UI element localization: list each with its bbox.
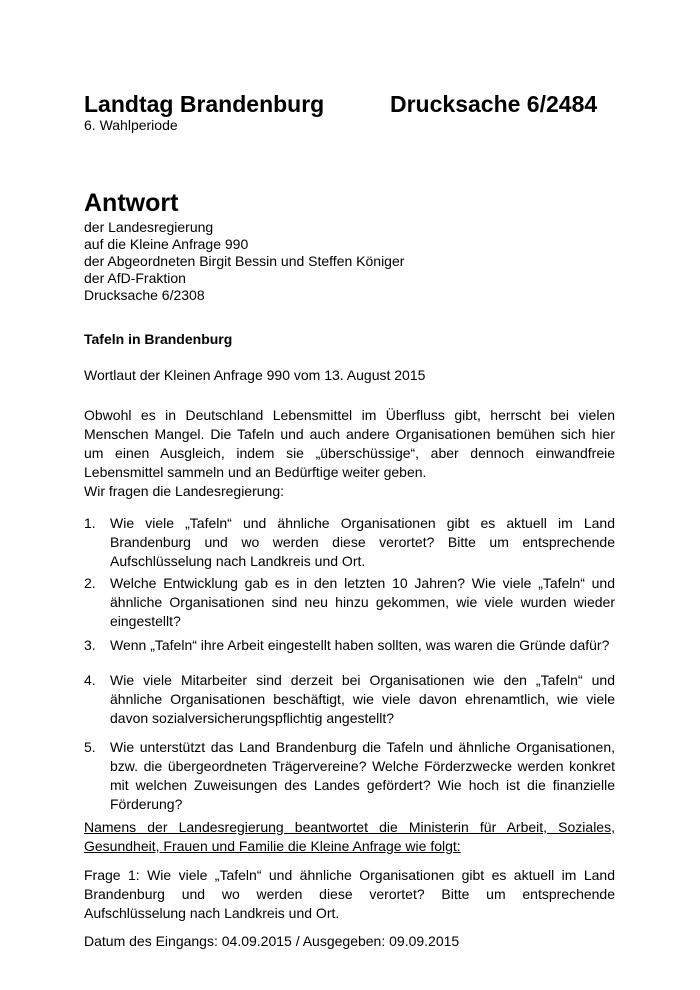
answer-line: der AfD-Fraktion <box>84 270 186 286</box>
answer-details <box>84 219 404 304</box>
dates-footer: Datum des Eingangs: 04.09.2015 / Ausgegeben: 09.09.2015 <box>84 933 460 949</box>
legislative-period: 6. Wahlperiode <box>84 117 178 133</box>
question-1-repeat: Frage 1: Wie viele „Tafeln“ und ähnliche Organisationen gibt es aktuell im Land Brandenburg und wo werden diese verortet? Bitte um entsprechende Aufschlüsselung nach Landkreis und Ort. <box>84 867 615 921</box>
response-intro: Namens der Landesregierung beantwortet die Ministerin für Arbeit, Soziales, Gesundheit, Frauen und Familie die Kleine Anfrage wie folgt: <box>84 819 615 854</box>
question-number: 1. <box>84 515 96 531</box>
question-number: 5. <box>84 739 96 755</box>
intro-paragraph: Obwohl es in Deutschland Lebensmittel im Überfluss gibt, herrscht bei vielen Menschen Mangel. Die Tafeln und auch andere Organisationen bemühen sich hier um einen Ausgleich, indem sie „überschüssige“, aber dennoch einwandfreie Lebensmittel sammeln und an Bedürftige weiter geben. <box>84 407 615 480</box>
answer-line: auf die Kleine Anfrage 990 <box>84 236 249 252</box>
question-text: Wenn „Tafeln“ ihre Arbeit eingestellt haben sollten, was waren die Gründe dafür? <box>110 637 610 653</box>
document-number: Drucksache 6/2484 <box>390 91 598 117</box>
question-number: 4. <box>84 672 96 688</box>
inquiry-intro: Wortlaut der Kleinen Anfrage 990 vom 13. August 2015 <box>84 367 426 383</box>
ask-line: Wir fragen die Landesregierung: <box>84 483 285 499</box>
question-text: Welche Entwicklung gab es in den letzten 10 Jahren? Wie viele „Tafeln“ und ähnliche Organisationen sind neu hinzu gekommen, wie viele wurden wieder eingestellt? <box>110 575 615 629</box>
answer-line: Drucksache 6/2308 <box>84 287 205 303</box>
question-text: Wie unterstützt das Land Brandenburg die Tafeln und ähnliche Organisationen, bzw. die übergeordneten Trägervereine? Welche Förderzwecke werden konkret mit welchen Zuweisungen des Landes gefördert? Wie hoch ist die finanzielle Förderung? <box>110 739 615 812</box>
answer-line: der Landesregierung <box>84 219 214 235</box>
answer-line: der Abgeordneten Birgit Bessin und Steffen Königer <box>84 253 405 269</box>
question-text: Wie viele Mitarbeiter sind derzeit bei Organisationen wie den „Tafeln“ und ähnliche Organisationen beschäftigt, wie viele davon ehrenamtlich, wie viele davon sozialversicherungspflichtig angestellt? <box>110 672 615 726</box>
question-text: Wie viele „Tafeln“ und ähnliche Organisationen gibt es aktuell im Land Brandenburg und wo werden diese verortet? Bitte um entsprechende Aufschlüsselung nach Landkreis und Ort. <box>110 515 615 569</box>
parliament-title: Landtag Brandenburg <box>84 91 325 117</box>
answer-heading: Antwort <box>84 189 179 217</box>
subject-heading: Tafeln in Brandenburg <box>84 331 233 347</box>
question-number: 2. <box>84 575 96 591</box>
question-number: 3. <box>84 637 96 653</box>
